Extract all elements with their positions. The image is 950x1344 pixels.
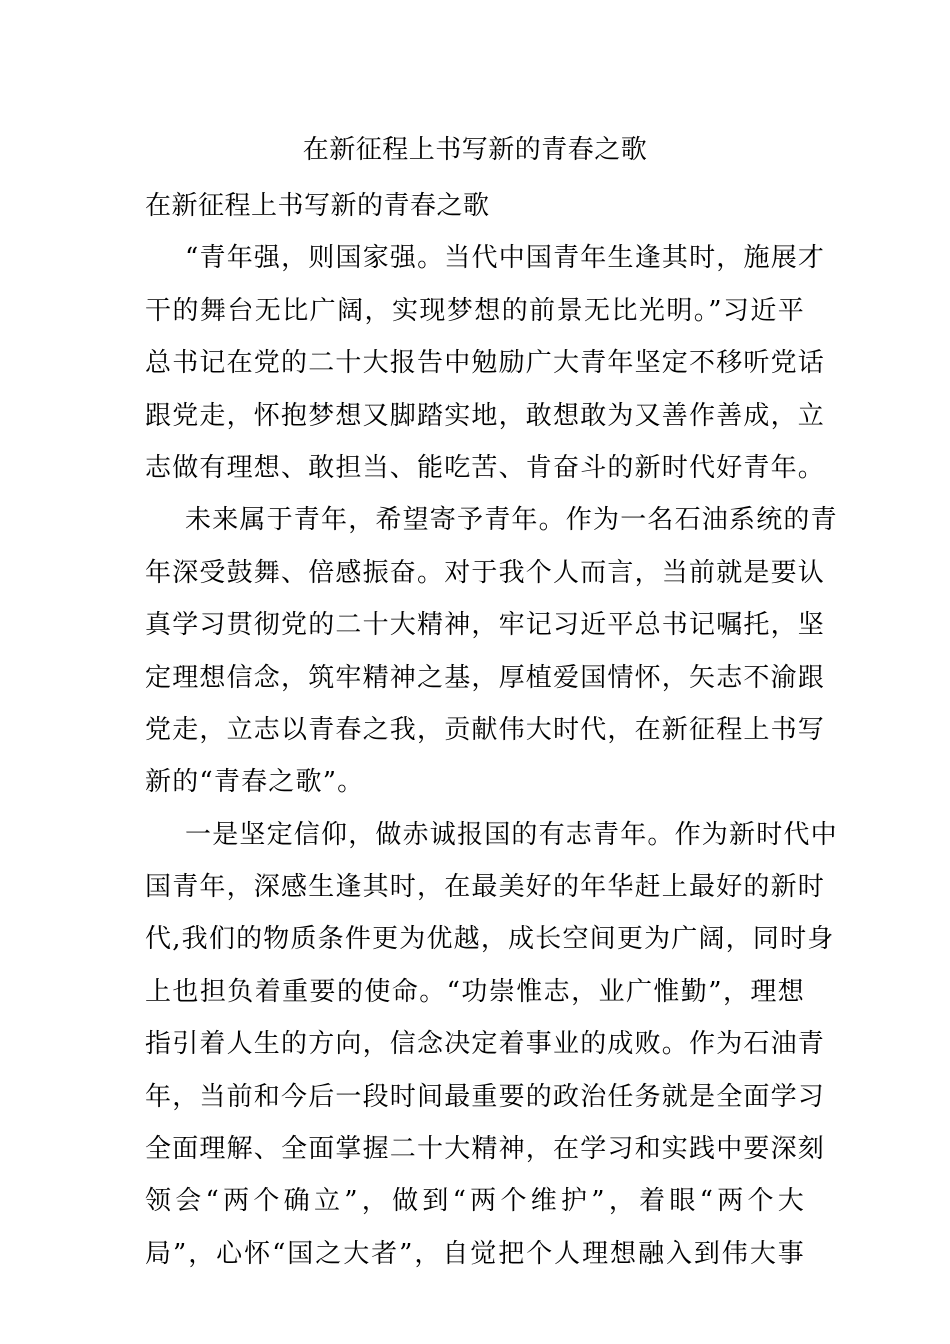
paragraph-2-line-5: 党走，立志以青春之我，贡献伟大时代，在新征程上书写	[145, 714, 826, 745]
document-title: 在新征程上书写新的青春之歌	[302, 135, 648, 165]
document-subtitle: 在新征程上书写新的青春之歌	[145, 191, 490, 221]
paragraph-3-line-5: 指引着人生的方向，信念决定着事业的成败。作为石油青	[145, 1029, 826, 1060]
paragraph-2-line-3: 真学习贯彻党的二十大精神，牢记习近平总书记嘱托，坚	[145, 610, 826, 641]
paragraph-1-line-3: 总书记在党的二十大报告中勉励广大青年坚定不移听党话	[145, 348, 826, 379]
paragraph-3-line-1: 一是坚定信仰，做赤诚报国的有志青年。作为新时代中	[185, 819, 838, 850]
paragraph-1-line-5: 志做有理想、敢担当、能吃苦、肯奋斗的新时代好青年。	[145, 452, 826, 483]
paragraph-3-line-8: 领会“两个确立”，做到“两个维护”，着眼“两个大	[145, 1186, 805, 1217]
paragraph-2-line-4: 定理想信念，筑牢精神之基，厚植爱国情怀，矢志不渝跟	[145, 662, 826, 693]
paragraph-3-line-4: 上也担负着重要的使命。“功崇惟志，业广惟勤”，理想	[145, 976, 805, 1007]
paragraph-1-line-1: “青年强，则国家强。当代中国青年生逢其时，施展才	[185, 243, 826, 274]
paragraph-3-line-2: 国青年，深感生逢其时，在最美好的年华赶上最好的新时	[145, 872, 826, 903]
paragraph-2-line-6: 新的“青春之歌”。	[145, 767, 365, 798]
paragraph-3-line-9: 局”，心怀“国之大者”，自觉把个人理想融入到伟大事	[145, 1238, 805, 1269]
paragraph-2-line-2: 年深受鼓舞、倍感振奋。对于我个人而言，当前就是要认	[145, 557, 826, 588]
paragraph-2-line-1: 未来属于青年，希望寄予青年。作为一名石油系统的青	[185, 505, 838, 536]
paragraph-1-line-4: 跟党走，怀抱梦想又脚踏实地，敢想敢为又善作善成，立	[145, 400, 826, 431]
paragraph-3-line-7: 全面理解、全面掌握二十大精神，在学习和实践中要深刻	[145, 1134, 826, 1165]
document-body	[145, 180, 838, 1280]
paragraph-3-line-6: 年，当前和今后一段时间最重要的政治任务就是全面学习	[145, 1081, 826, 1112]
paragraph-3-line-3: 代,我们的物质条件更为优越，成长空间更为广阔，同时身	[145, 924, 835, 955]
paragraph-1-line-2: 干的舞台无比广阔，实现梦想的前景无比光明。”习近平	[145, 295, 805, 326]
